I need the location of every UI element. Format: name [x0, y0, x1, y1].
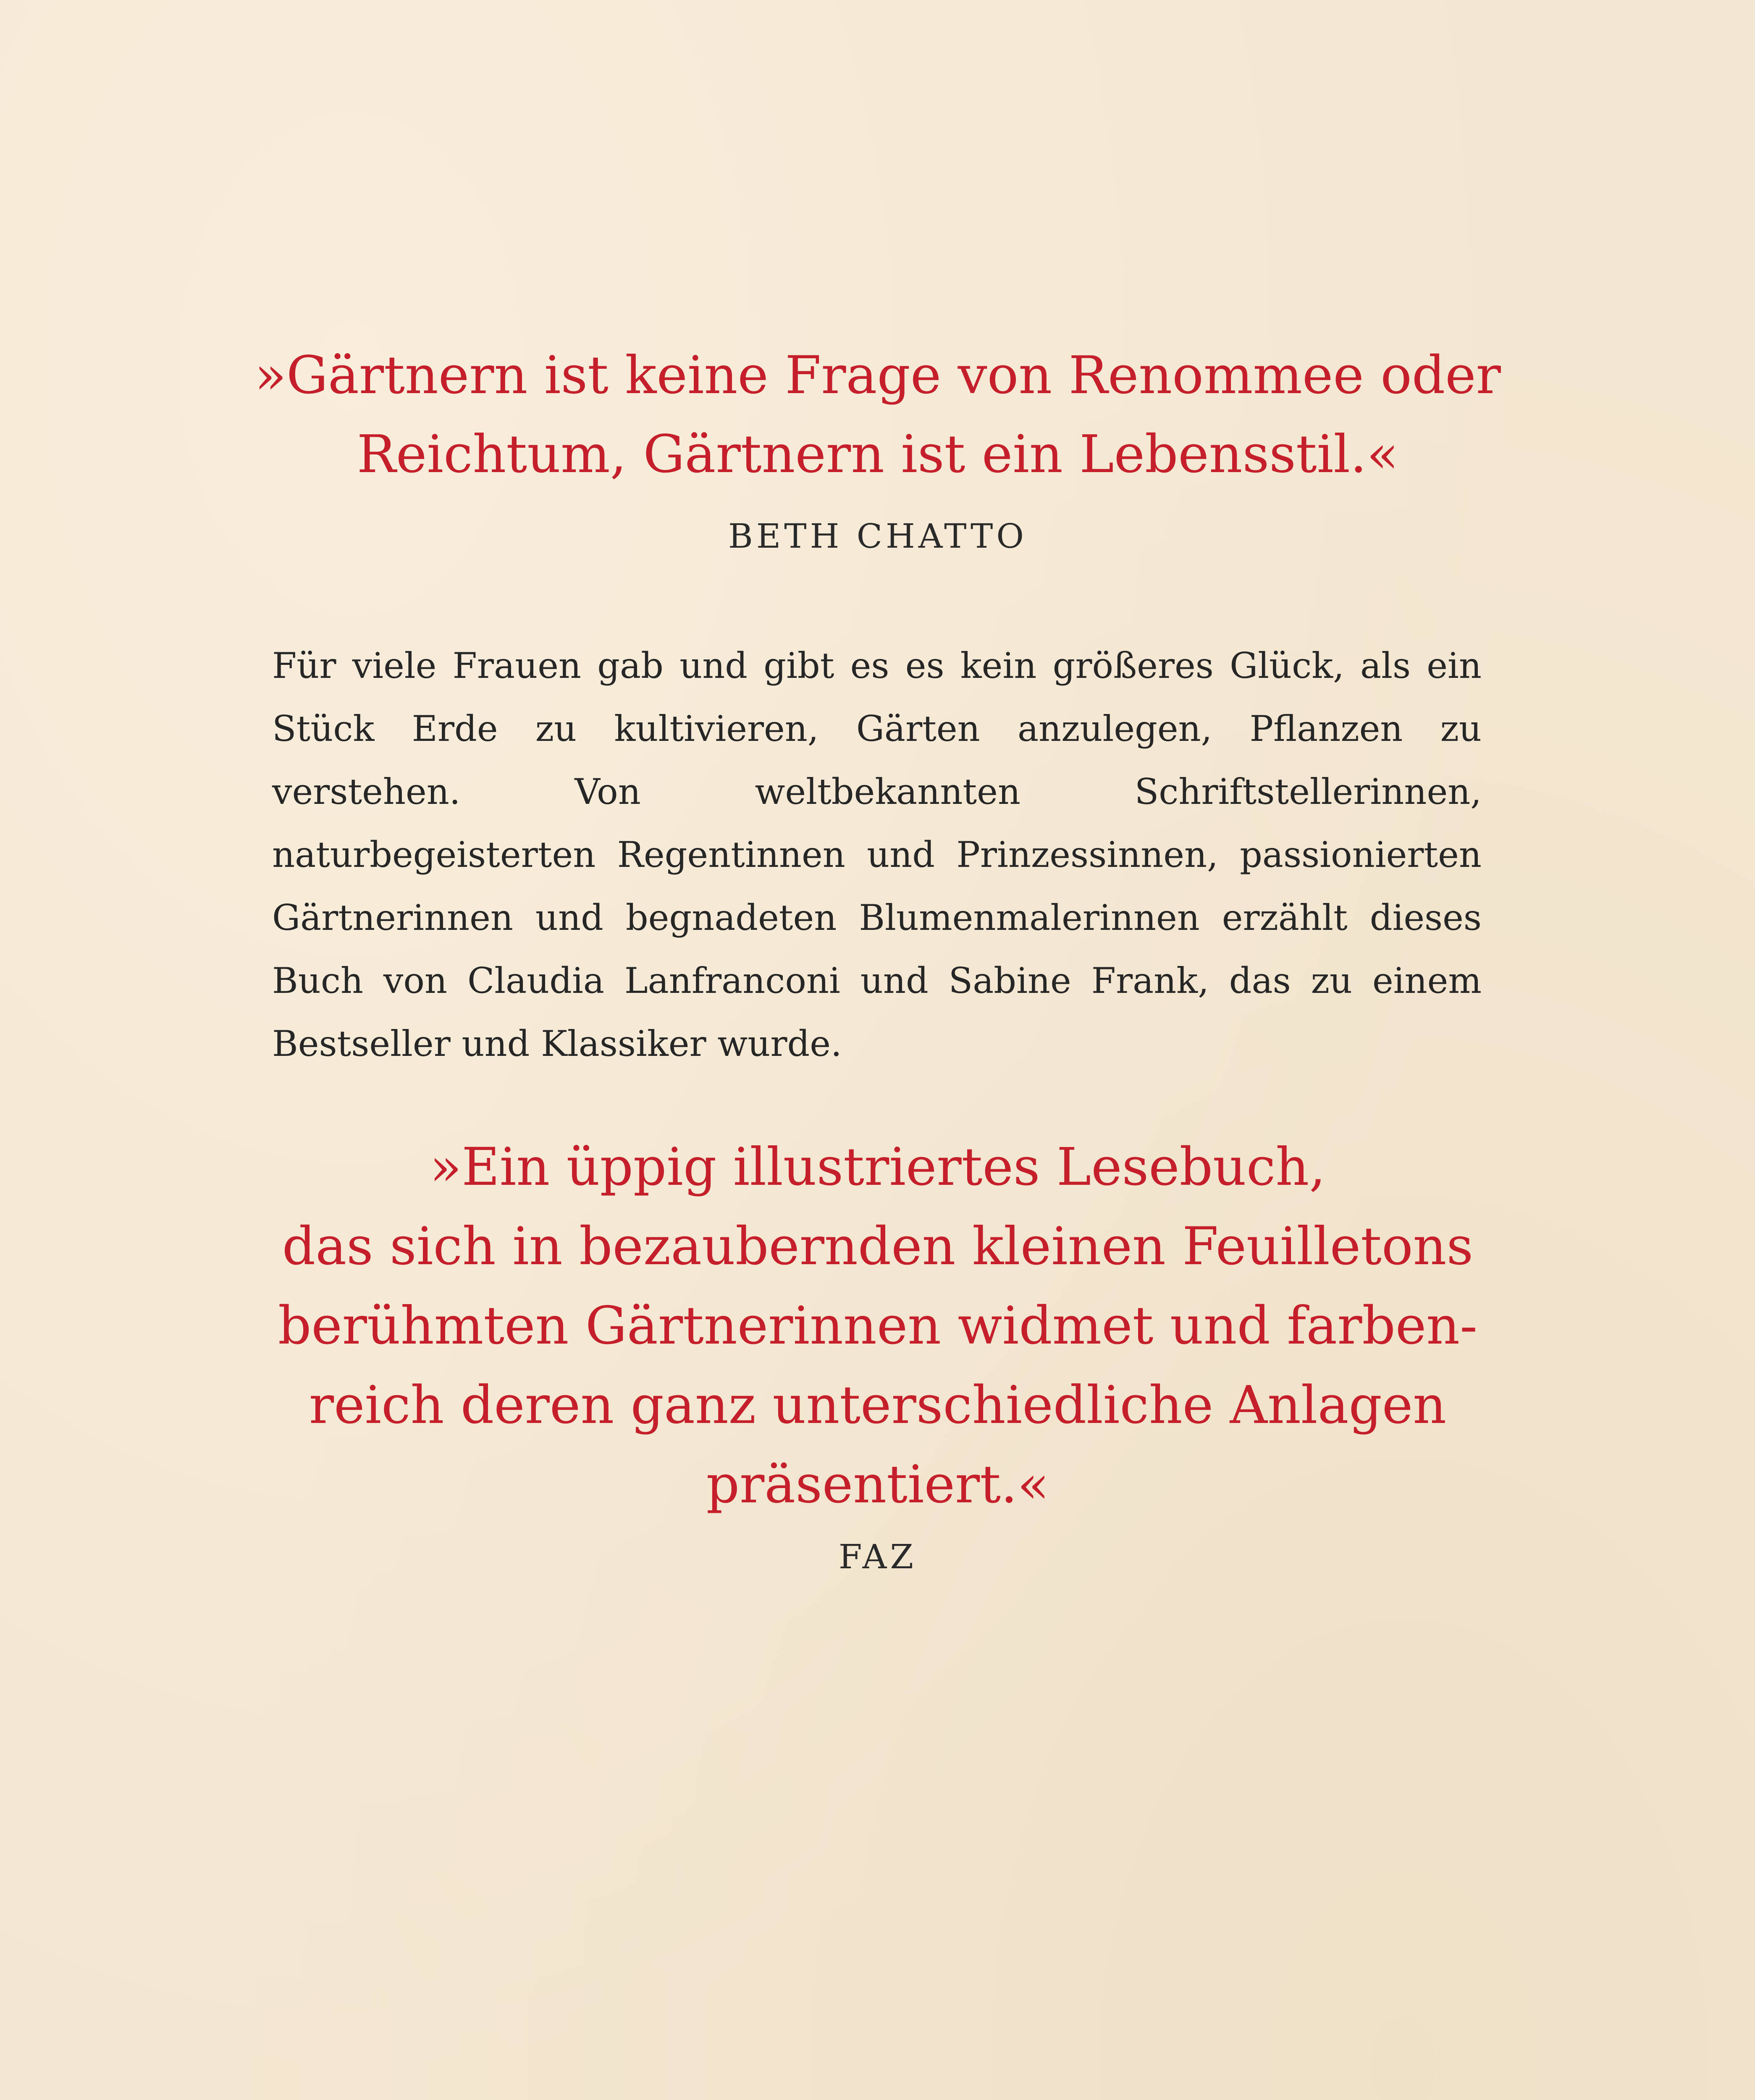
quote-faz	[176, 1128, 1579, 1525]
quote1-attribution: BETH CHATTO	[728, 517, 1027, 556]
quote2-line-5: präsentiert.«	[706, 1454, 1049, 1515]
quote1-line-2: Reichtum, Gärtnern ist ein Lebensstil.«	[357, 424, 1399, 485]
quote-beth-chatto	[176, 336, 1579, 494]
quote2-line-4: reich deren ganz unterschiedliche Anlagen	[309, 1375, 1447, 1436]
quote2-attribution: FAZ	[839, 1537, 917, 1576]
quote2-line-3: berühmten Gärtnerinnen widmet und farben-	[278, 1296, 1477, 1356]
book-description: Für viele Frauen gab und gibt es es kein größeres Glück, als ein Stück Erde zu kultivieren, Gärten anzulegen, Pflanzen zu verstehen. Von weltbekannten Schriftstellerinnen, naturbegeisterten Regentinnen und Prinzessinnen, passionierten Gärtnerinnen und begnadeten Blumenmalerinnen erzählt dieses Buch von Claudia Lanfranconi und Sabine Frank, das zu einem Bestseller und Klassiker wurde.	[272, 645, 1482, 1064]
quote1-line-1: »Gärtnern ist keine Frage von Renommee oder	[254, 345, 1501, 406]
quote2-line-2: das sich in bezaubernden kleinen Feuilletons	[282, 1216, 1474, 1277]
quote2-line-1: »Ein üppig illustriertes Lesebuch,	[430, 1137, 1326, 1197]
